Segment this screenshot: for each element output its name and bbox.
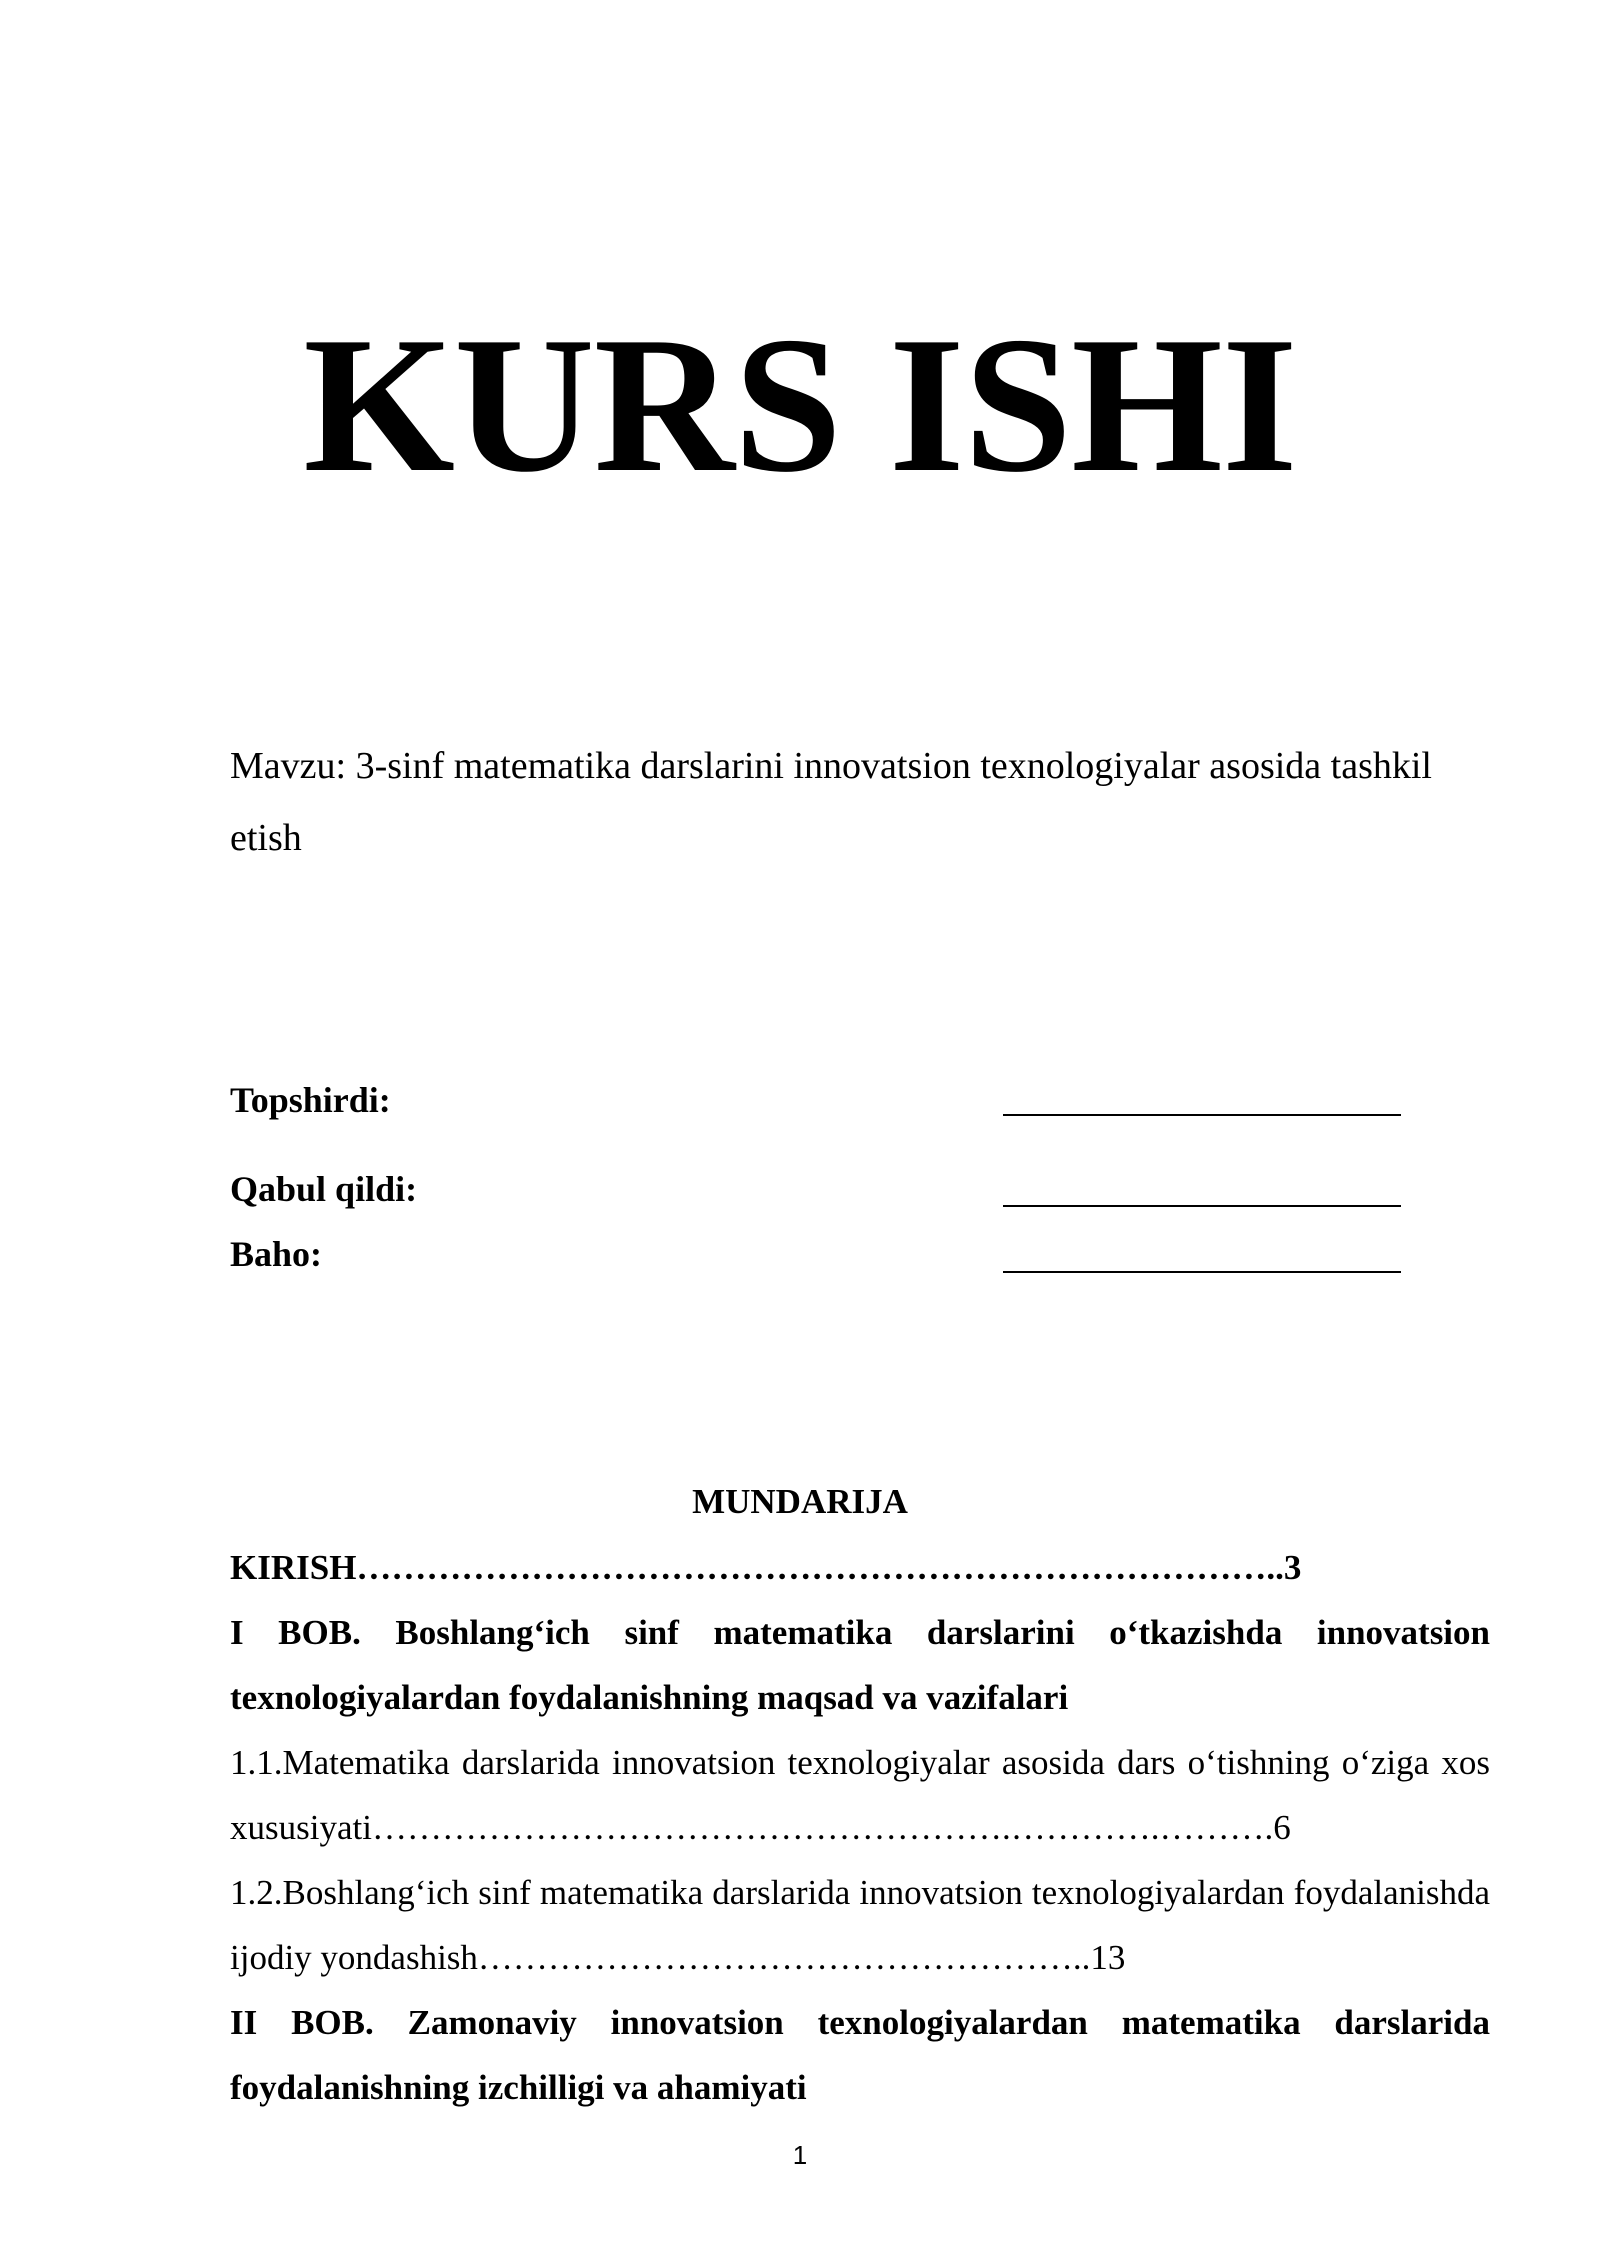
submitted-by-blank-line — [1003, 1114, 1401, 1116]
toc-entry-chapter-2: II BOB. Zamonaviy innovatsion texnologiyalardan matematika darslarida foydalanishning izchilligi va ahamiyati — [230, 2003, 1490, 2107]
topic-text: Mavzu: 3-sinf matematika darslarini innovatsion texnologiyalar asosida tashkil etish — [230, 745, 1432, 859]
document-title: KURS ISHI — [303, 297, 1297, 513]
toc-entry-section-1-2: 1.2.Boshlang‘ich sinf matematika darslarida innovatsion texnologiyalardan foydalanishda ijodiy yondashish……………………………………………..13 — [230, 1873, 1490, 1977]
toc-entry-introduction: KIRISH……………………………………………………………………..3 — [230, 1548, 1302, 1587]
toc-heading: MUNDARIJA — [692, 1482, 908, 1521]
table-of-contents — [230, 1535, 1490, 2120]
page-number: 1 — [792, 2140, 808, 2170]
submitted-by-label: Topshirdi: — [230, 1080, 391, 1120]
accepted-by-blank-line — [1003, 1205, 1401, 1207]
accepted-by-label: Qabul qildi: — [230, 1169, 418, 1209]
grade-blank-line — [1003, 1271, 1401, 1273]
grade-label: Baho: — [230, 1234, 323, 1274]
toc-entry-chapter-1: I BOB. Boshlang‘ich sinf matematika darslarini o‘tkazishda innovatsion texnologiyalardan foydalanishning maqsad va vazifalari — [230, 1613, 1490, 1717]
toc-entry-section-1-1: 1.1.Matematika darslarida innovatsion texnologiyalar asosida dars o‘tishning o‘ziga xos xususiyati……………………………………………….………….……….6 — [230, 1743, 1490, 1847]
